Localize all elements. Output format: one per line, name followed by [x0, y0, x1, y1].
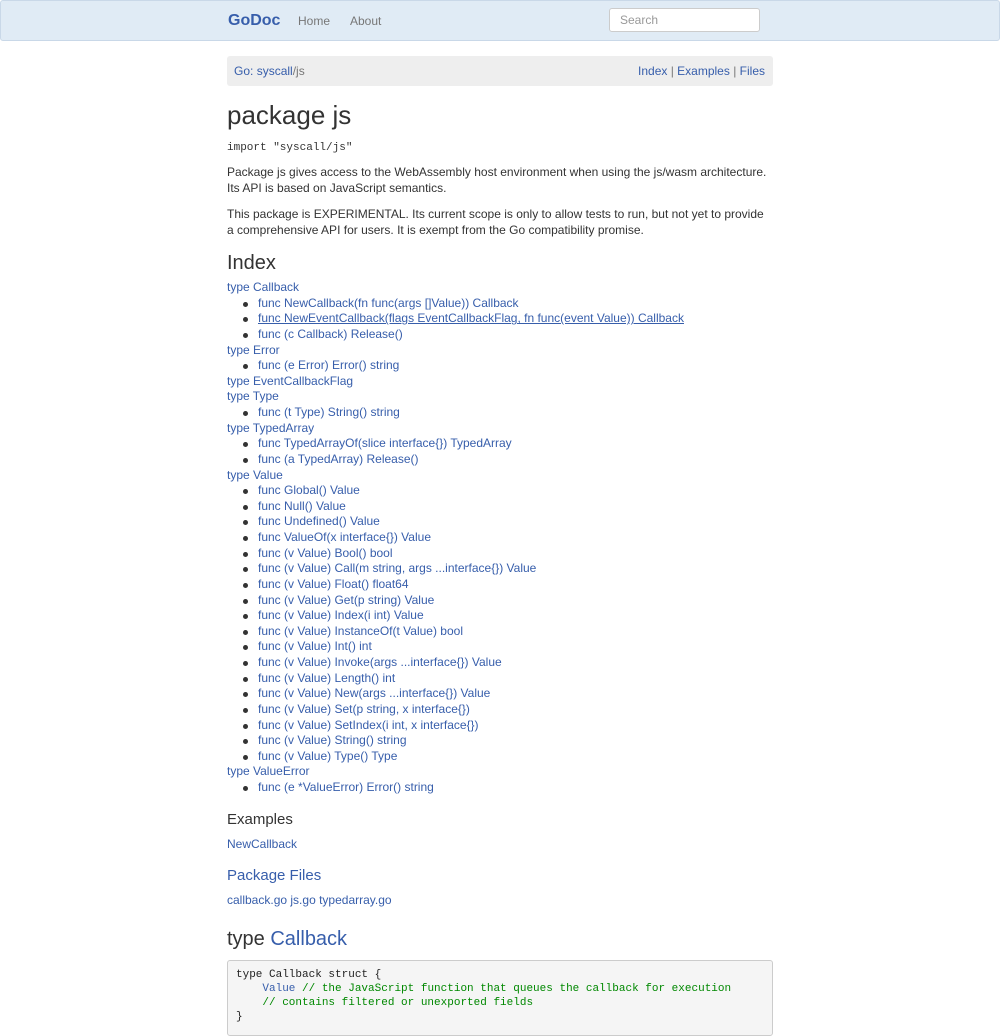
code-comment: // contains filtered or unexported fields — [262, 996, 534, 1009]
file-link[interactable]: typedarray.go — [319, 892, 392, 907]
quick-divider: | — [729, 64, 740, 78]
package-files-heading[interactable]: Package Files — [227, 866, 322, 884]
file-link[interactable]: js.go — [290, 892, 316, 907]
index-func-item — [227, 405, 773, 421]
index-type-link[interactable]: type Value — [227, 467, 283, 482]
index-func-link[interactable]: func (v Value) Call(m string, args ...interface{}) Value — [258, 561, 537, 576]
index-func-item — [227, 608, 773, 624]
index-func-item — [227, 733, 773, 749]
index-func-link[interactable]: func (v Value) Float() float64 — [258, 576, 409, 591]
index-func-item — [227, 452, 773, 468]
page-title: package js — [227, 100, 352, 130]
code-comment: // the JavaScript function that queues the callback for execution — [295, 982, 732, 995]
index-func-link[interactable]: func Undefined() Value — [258, 514, 380, 529]
index-type-link[interactable]: type TypedArray — [227, 420, 315, 435]
index-type-link[interactable]: type ValueError — [227, 764, 310, 779]
code-field-value[interactable]: Value — [262, 982, 296, 995]
index-func-link[interactable]: func (t Type) String() string — [258, 405, 400, 419]
index-func-item — [227, 358, 773, 374]
type-keyword: type — [227, 927, 271, 950]
index-type-item — [227, 343, 773, 359]
index-func-item — [227, 686, 773, 702]
index-func-item — [227, 749, 773, 765]
type-callback-link[interactable]: Callback — [270, 927, 348, 950]
brand-link[interactable]: GoDoc — [228, 12, 281, 29]
index-func-link[interactable]: func (a TypedArray) Release() — [258, 451, 419, 466]
breadcrumb-separator: / — [292, 64, 297, 78]
breadcrumb — [234, 64, 305, 78]
index-type-link[interactable]: type Error — [227, 342, 280, 357]
import-line: import "syscall/js" — [227, 142, 353, 154]
index-heading: Index — [227, 252, 276, 274]
index-func-link[interactable]: func Global() Value — [258, 483, 360, 498]
index-func-link[interactable]: func Null() Value — [258, 498, 346, 513]
index-type-item — [227, 280, 773, 296]
index-func-item — [227, 530, 773, 546]
type-callback-heading — [227, 926, 773, 952]
index-func-item — [227, 593, 773, 609]
code-block — [227, 960, 773, 1036]
index-func-item — [227, 546, 773, 562]
nav-home-link[interactable]: Home — [298, 14, 331, 28]
breadcrumb-syscall-link[interactable]: syscall — [256, 64, 293, 78]
index-func-link[interactable]: func (c Callback) Release() — [258, 326, 403, 341]
index-func-item — [227, 639, 773, 655]
index-func-item — [227, 327, 773, 343]
index-type-item — [227, 374, 773, 390]
index-list — [227, 280, 773, 796]
index-func-link[interactable]: func (v Value) Set(p string, x interface{}) — [258, 701, 470, 716]
index-func-item — [227, 561, 773, 577]
quick-links — [638, 64, 765, 78]
index-func-link[interactable]: func (v Value) InstanceOf(t Value) bool — [258, 623, 463, 638]
index-func-item — [227, 436, 773, 452]
code-line: } — [236, 1010, 243, 1023]
index-func-link[interactable]: func (v Value) Length() int — [258, 670, 396, 685]
index-func-item — [227, 624, 773, 640]
index-func-link[interactable]: func (v Value) Int() int — [258, 639, 372, 654]
index-func-link[interactable]: func (v Value) Get(p string) Value — [258, 592, 435, 607]
code-line: type Callback struct { — [236, 968, 382, 981]
index-func-link[interactable]: func (v Value) String() string — [258, 733, 407, 748]
index-func-link[interactable]: func NewCallback(fn func(args []Value)) Callback — [258, 295, 519, 310]
index-func-item — [227, 671, 773, 687]
breadcrumb-bar — [227, 56, 773, 86]
index-func-item — [227, 311, 773, 327]
index-type-link[interactable]: type Type — [227, 389, 279, 404]
index-type-link[interactable]: type EventCallbackFlag — [227, 373, 354, 388]
index-func-item — [227, 780, 773, 796]
index-func-item — [227, 514, 773, 530]
files-link[interactable]: Files — [739, 64, 765, 78]
index-func-link[interactable]: func (v Value) Type() Type — [258, 748, 398, 763]
index-type-item — [227, 468, 773, 484]
index-func-link[interactable]: func (v Value) Invoke(args ...interface{}) Value — [258, 655, 502, 669]
index-type-item — [227, 764, 773, 780]
examples-link[interactable]: Examples — [677, 64, 730, 78]
example-newcallback-link[interactable]: NewCallback — [227, 836, 298, 851]
index-func-item — [227, 296, 773, 312]
index-func-link[interactable]: func (v Value) Bool() bool — [258, 545, 393, 560]
index-func-link[interactable]: func (v Value) Index(i int) Value — [258, 608, 424, 623]
file-link[interactable]: callback.go — [227, 892, 288, 907]
index-func-link[interactable]: func (v Value) SetIndex(i int, x interface{}) — [258, 717, 479, 732]
navbar — [0, 0, 1000, 41]
package-description: Package js gives access to the WebAssembly host environment when using the js/wasm architecture. Its API is based on JavaScript semantics. — [227, 165, 767, 195]
quick-divider: | — [667, 64, 678, 78]
index-func-item — [227, 702, 773, 718]
search-input[interactable] — [609, 8, 760, 32]
examples-heading: Examples — [227, 810, 293, 828]
index-func-item — [227, 577, 773, 593]
breadcrumb-current: js — [296, 64, 305, 78]
index-func-link[interactable]: func ValueOf(x interface{}) Value — [258, 530, 431, 544]
index-func-item — [227, 499, 773, 515]
index-link[interactable]: Index — [638, 64, 668, 78]
index-func-link[interactable]: func (v Value) New(args ...interface{}) Value — [258, 686, 491, 701]
index-type-item — [227, 421, 773, 437]
package-files-list — [227, 892, 773, 908]
index-type-link[interactable]: type Callback — [227, 280, 300, 294]
index-func-link[interactable]: func TypedArrayOf(slice interface{}) TypedArray — [258, 436, 512, 451]
examples-list — [227, 836, 773, 852]
index-func-item — [227, 718, 773, 734]
index-func-link[interactable]: func NewEventCallback(flags EventCallbackFlag, fn func(event Value)) Callback — [258, 311, 684, 326]
index-type-item — [227, 389, 773, 405]
package-status-note: This package is EXPERIMENTAL. Its current scope is only to allow tests to run, but not yet to provide a comprehensive API for users. It is exempt from the Go compatibility promise. — [227, 207, 764, 237]
main-content — [227, 96, 773, 1036]
breadcrumb-go-link[interactable]: Go: — [234, 64, 257, 78]
index-func-item — [227, 483, 773, 499]
index-func-link[interactable]: func (e *ValueError) Error() string — [258, 780, 434, 794]
index-func-item — [227, 655, 773, 671]
nav-about-link[interactable]: About — [350, 14, 382, 28]
index-func-link[interactable]: func (e Error) Error() string — [258, 358, 400, 373]
